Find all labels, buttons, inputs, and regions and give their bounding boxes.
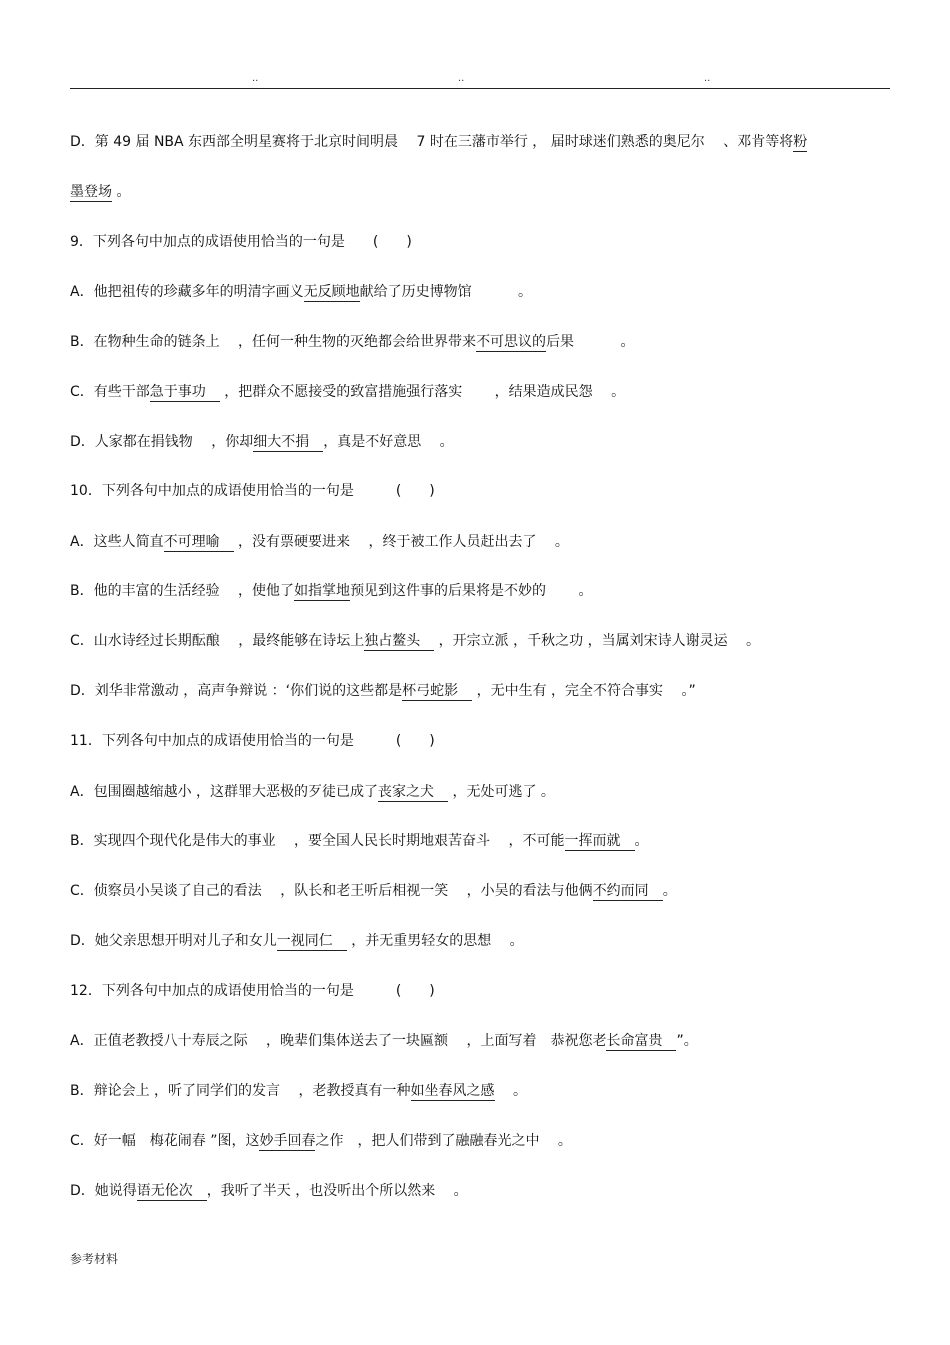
line-text: 10．下列各句中加点的成语使用恰当的一句是 ( ) xyxy=(70,483,435,499)
underlined-idiom: 杯弓蛇影 xyxy=(402,683,473,699)
line-text: ，没有票硬要进来 ，终于被工作人员赶出去了 。 xyxy=(233,534,569,550)
underlined-idiom: 不可理喻 xyxy=(163,534,234,550)
line-text: 之作 ，把人们带到了融融春光之中 。 xyxy=(315,1133,572,1149)
text-line xyxy=(70,731,892,751)
header-mark: .. xyxy=(458,73,465,84)
underlined-idiom: 独占鳌头 xyxy=(364,633,435,649)
text-line xyxy=(70,1131,892,1151)
line-text: 。 xyxy=(112,184,131,200)
underlined-idiom: 细大不捐 xyxy=(253,434,324,450)
line-text: 预见到这件事的后果将是不妙的 。 xyxy=(350,583,593,599)
line-text: ，把群众不愿接受的致富措施强行落实 ，结果造成民怨 。 xyxy=(219,384,626,400)
line-text: ，开宗立派 ，千秋之功 ，当属刘宋诗人谢灵运 。 xyxy=(434,633,761,649)
footer-note: 参考材料 xyxy=(70,1252,119,1266)
line-text: B．他的丰富的生活经验 ，使他了 xyxy=(70,583,295,599)
underlined-idiom: 妙手回春 xyxy=(259,1133,316,1149)
line-text: B．在物种生命的链条上 ，任何一种生物的灭绝都会给世界带来 xyxy=(70,334,477,350)
header-rule xyxy=(70,88,890,89)
line-text: A．包围圈越缩越小 ，这群罪大恶极的歹徒已成了 xyxy=(70,784,379,800)
line-text: 9．下列各句中加点的成语使用恰当的一句是 ( ) xyxy=(70,234,412,250)
text-line xyxy=(70,981,892,1001)
line-text: ，我听了半天 ，也没听出个所以然来 。 xyxy=(206,1183,468,1199)
underlined-idiom: 语无伦次 xyxy=(136,1183,207,1199)
text-line xyxy=(70,931,892,951)
text-line xyxy=(70,1081,892,1101)
line-text: 。 xyxy=(634,833,649,849)
line-text: 12．下列各句中加点的成语使用恰当的一句是 ( ) xyxy=(70,983,435,999)
underlined-idiom: 一视同仁 xyxy=(276,933,347,949)
line-text: ，无处可逃了 。 xyxy=(448,784,555,800)
text-line xyxy=(70,1181,892,1201)
line-text: C．山水诗经过长期酝酿 ，最终能够在诗坛上 xyxy=(70,633,365,649)
text-line xyxy=(70,182,892,202)
underlined-idiom: 粉 xyxy=(793,134,808,150)
header-marks xyxy=(0,74,950,86)
line-text: 。 xyxy=(662,883,677,899)
line-text: D．人家都在捐钱物 ，你却 xyxy=(70,434,254,450)
line-text: B．实现四个现代化是伟大的事业 ，要全国人民长时期地艰苦奋斗 ，不可能 xyxy=(70,833,565,849)
underlined-idiom: 急于事功 xyxy=(149,384,220,400)
line-text: C．有些干部 xyxy=(70,384,150,400)
line-text: D．她说得 xyxy=(70,1183,137,1199)
line-text: 。 xyxy=(494,1083,527,1099)
underlined-idiom: 墨登场 xyxy=(70,184,112,200)
line-text: A．这些人简直 xyxy=(70,534,164,550)
text-line xyxy=(70,782,892,802)
text-line xyxy=(70,631,892,651)
line-text: D．刘华非常激动 ，高声争辩说 ：‘你们说的这些都是 xyxy=(70,683,403,699)
text-line xyxy=(70,681,892,701)
text-line xyxy=(70,831,892,851)
line-text: ，真是不好意思 。 xyxy=(323,434,454,450)
line-text: C．侦察员小吴谈了自己的看法 ，队长和老王听后相视一笑 ，小吴的看法与他俩 xyxy=(70,883,593,899)
underlined-idiom: 无反顾地 xyxy=(303,284,360,300)
line-text: 献给了历史博物馆 。 xyxy=(359,284,533,300)
text-line xyxy=(70,881,892,901)
text-line xyxy=(70,432,892,452)
text-line xyxy=(70,282,892,302)
header-mark: .. xyxy=(704,73,711,84)
text-line xyxy=(70,581,892,601)
underlined-idiom: 不可思议的 xyxy=(476,334,547,350)
header-mark: .. xyxy=(252,73,259,84)
text-line xyxy=(70,532,892,552)
line-text: 后果 。 xyxy=(546,334,635,350)
line-text: C．好一幅 梅花闹春 ”图，这 xyxy=(70,1133,260,1149)
text-line xyxy=(70,481,892,501)
line-text: ，无中生有 ，完全不符合事实 。” xyxy=(472,683,696,699)
line-text: A．正值老教授八十寿辰之际 ，晚辈们集体送去了一块匾额 ，上面写着 恭祝您老 xyxy=(70,1033,607,1049)
line-text: D．她父亲思想开明对儿子和女儿 xyxy=(70,933,277,949)
underlined-idiom: 如指掌地 xyxy=(294,583,351,599)
text-line xyxy=(70,232,892,252)
text-line xyxy=(70,382,892,402)
underlined-idiom: 丧家之犬 xyxy=(378,784,449,800)
underlined-idiom: 长命富贵 xyxy=(606,1033,677,1049)
line-text: ，并无重男轻女的思想 。 xyxy=(346,933,524,949)
line-text: ”。 xyxy=(676,1033,698,1049)
text-line xyxy=(70,132,892,152)
text-line xyxy=(70,1031,892,1051)
line-text: B．辩论会上 ，听了同学们的发言 ，老教授真有一种 xyxy=(70,1083,411,1099)
line-text: A．他把祖传的珍藏多年的明清字画义 xyxy=(70,284,304,300)
underlined-idiom: 不约而同 xyxy=(592,883,663,899)
underlined-idiom: 一挥而就 xyxy=(564,833,635,849)
line-text: D．第 49 届 NBA 东西部全明星赛将于北京时间明晨 7 时在三藩市举行 ， 届时球迷们熟悉的奥尼尔 、邓肯等将 xyxy=(70,134,794,150)
underlined-idiom: 如坐春风之感 xyxy=(410,1083,495,1099)
text-line xyxy=(70,332,892,352)
line-text: 11．下列各句中加点的成语使用恰当的一句是 ( ) xyxy=(70,733,435,749)
